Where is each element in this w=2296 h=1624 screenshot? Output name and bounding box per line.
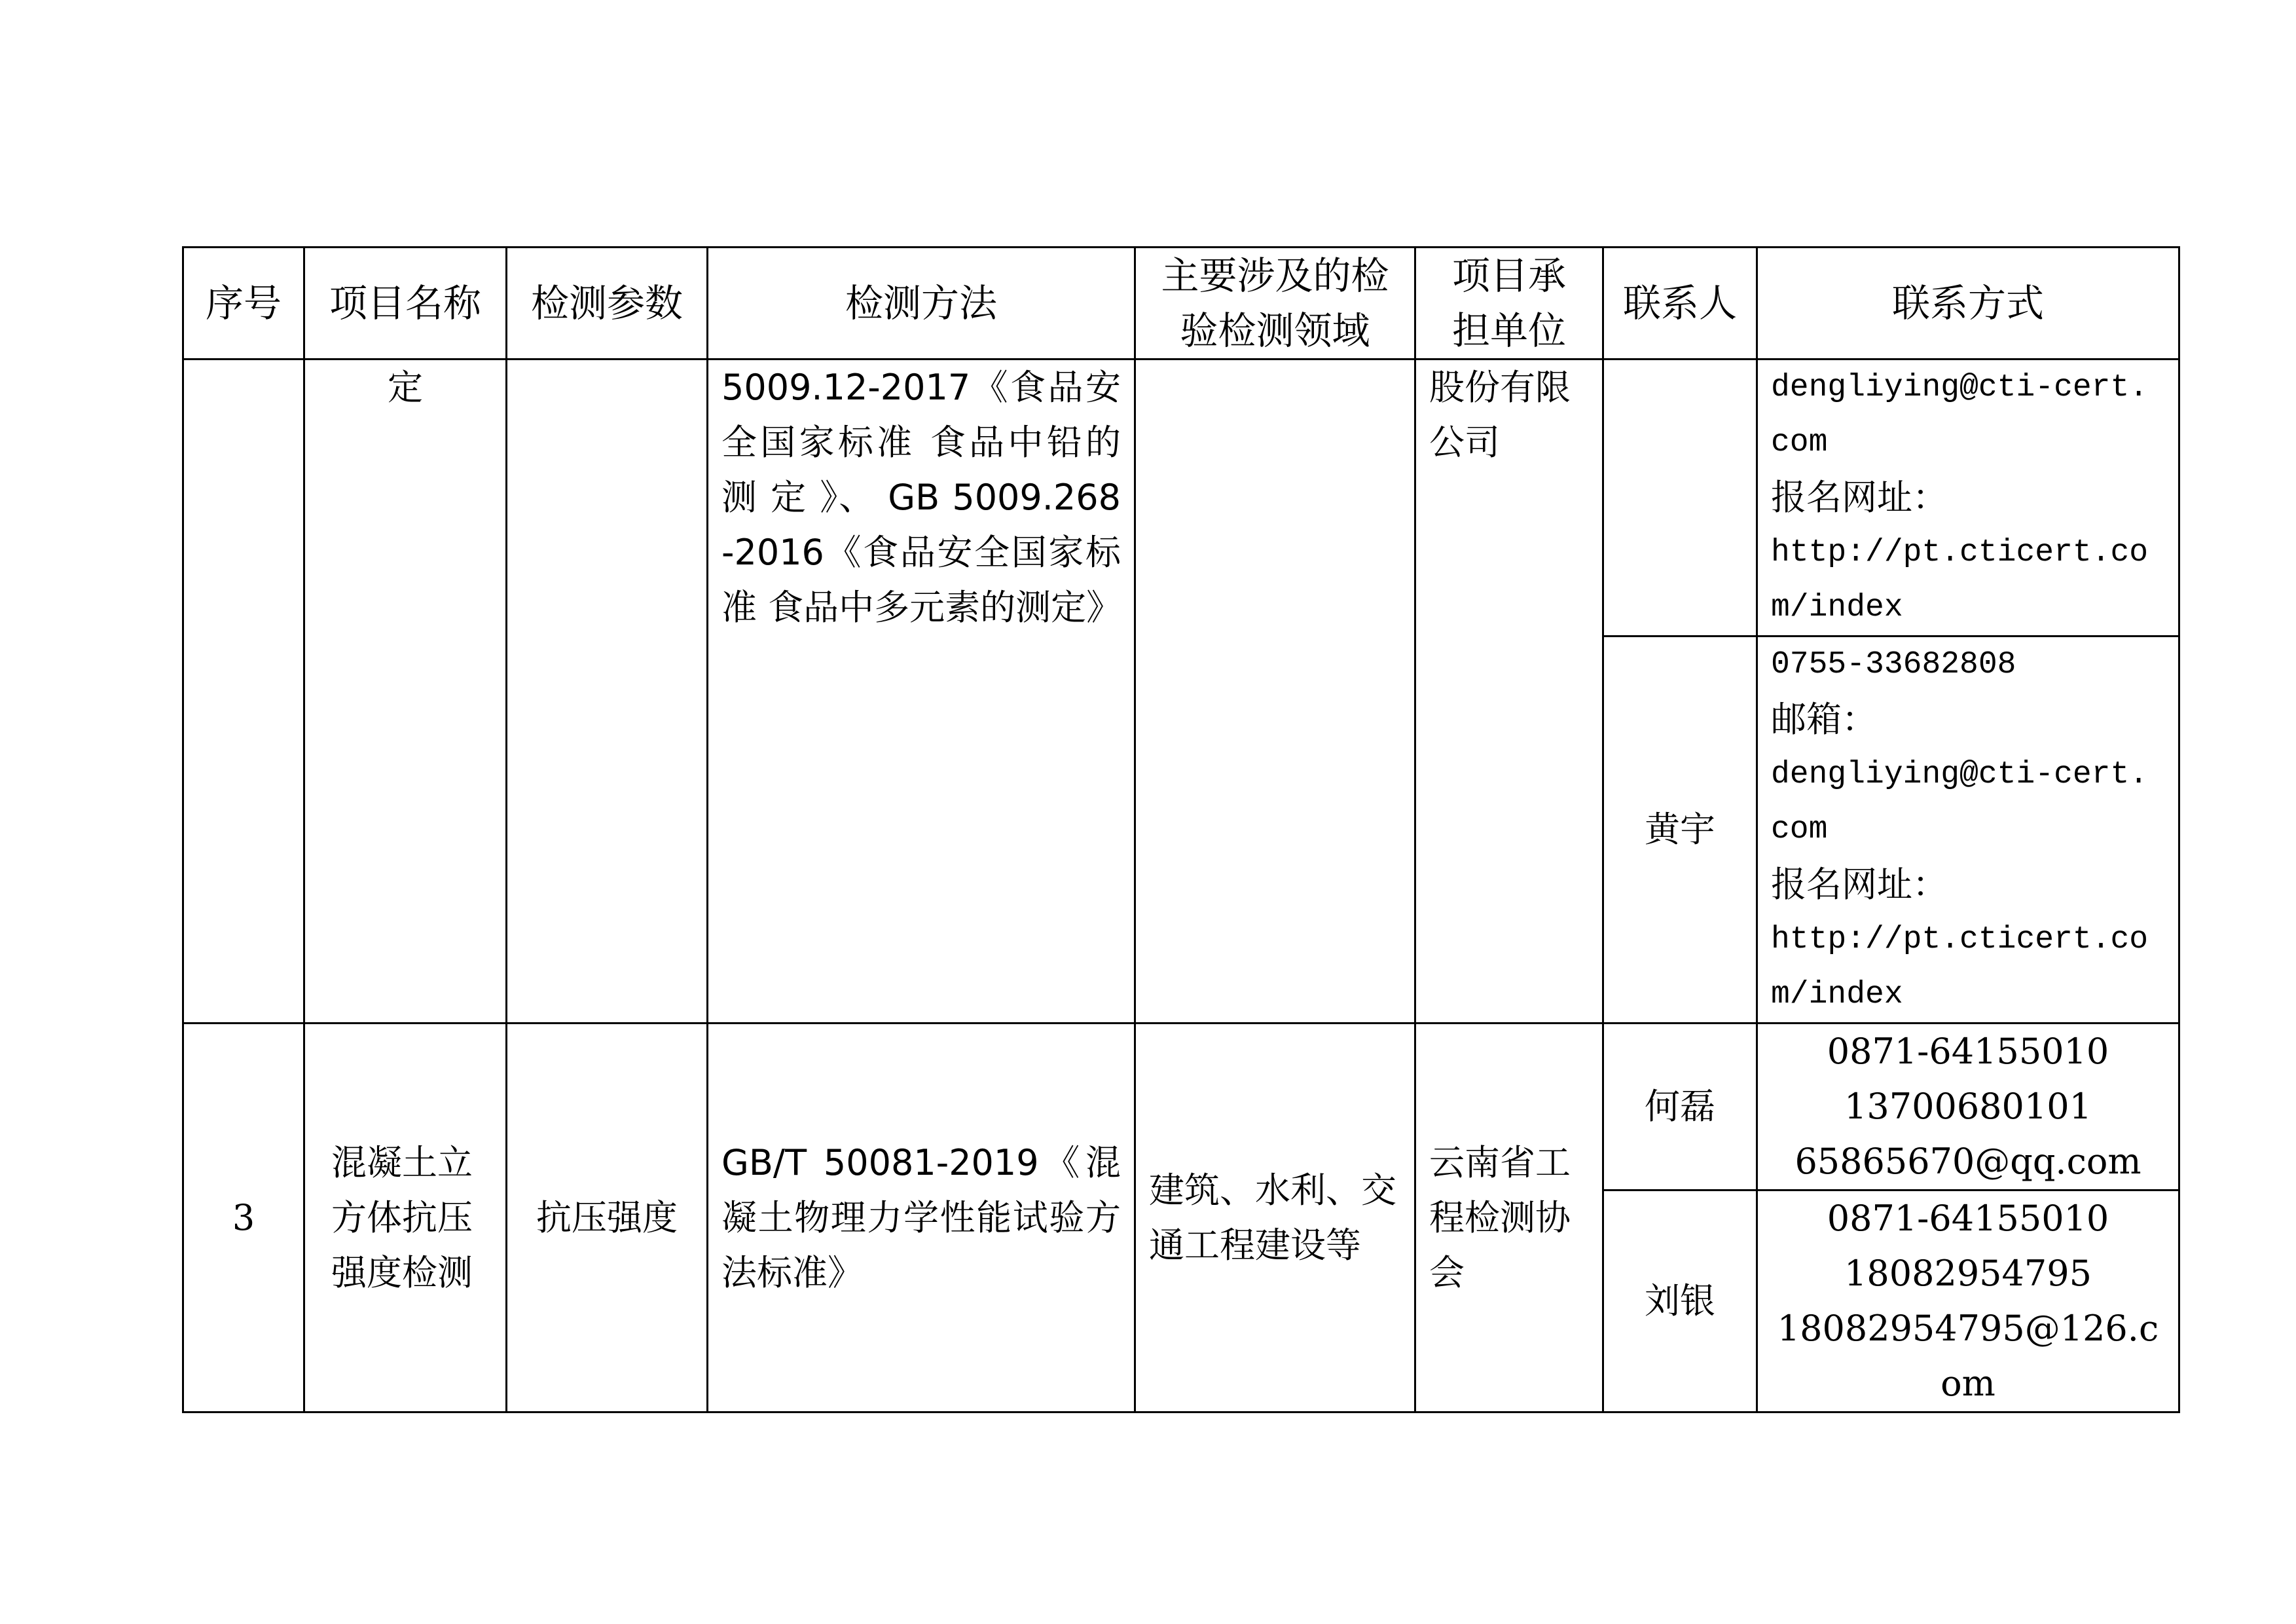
contact-label: 报名网址： <box>1771 864 1948 905</box>
cell-field: 建筑、水利、交通工程建设等 <box>1135 1024 1415 1412</box>
contact-label: 报名网址： <box>1771 477 1948 518</box>
contact-email[interactable]: 65865670@qq.com <box>1795 1141 2141 1182</box>
header-contact-info: 联系方式 <box>1757 248 2179 360</box>
cell-unit: 股份有限公司 <box>1415 360 1603 1024</box>
header-name: 项目名称 <box>304 248 507 360</box>
cell-field <box>1135 360 1415 1024</box>
contact-phone: 0871-64155010 <box>1827 1031 2109 1072</box>
cell-contact-info <box>1757 1024 2179 1190</box>
cell-seq <box>183 360 304 1024</box>
contact-mobile: 18082954795 <box>1844 1253 2092 1294</box>
cell-project-name: 混凝土立方体抗压强度检测 <box>304 1024 507 1412</box>
contact-url[interactable]: http://pt.cticert.com/index <box>1771 535 2149 625</box>
cell-contact-info <box>1757 637 2179 1024</box>
document-table <box>182 246 2180 1413</box>
table-row <box>183 1024 2179 1190</box>
cell-seq: 3 <box>183 1024 304 1412</box>
cell-params: 抗压强度 <box>507 1024 708 1412</box>
contact-phone: 0871-64155010 <box>1827 1198 2109 1239</box>
contact-url[interactable]: http://pt.cticert.com/index <box>1771 922 2149 1012</box>
cell-contact-name: 刘银 <box>1603 1190 1757 1412</box>
contact-label: 邮箱： <box>1771 699 1877 740</box>
cell-params <box>507 360 708 1024</box>
contact-email[interactable]: dengliying@cti-cert.com <box>1771 757 2149 847</box>
header-seq: 序号 <box>183 248 304 360</box>
cell-contact-info <box>1757 1190 2179 1412</box>
header-method: 检测方法 <box>708 248 1135 360</box>
contact-mobile: 13700680101 <box>1844 1086 2092 1127</box>
header-row <box>183 248 2179 360</box>
cell-method: 5009.12-2017《食品安全国家标准 食品中铅的 测 定 》、 GB 5009.268-2016《食品安全国家标准 食品中多元素的测定》 <box>708 360 1135 1024</box>
header-unit: 项目承担单位 <box>1415 248 1603 360</box>
header-params: 检测参数 <box>507 248 708 360</box>
table-row <box>183 360 2179 637</box>
cell-contact-name: 黄宇 <box>1603 637 1757 1024</box>
contact-phone: 0755-33682808 <box>1771 647 2016 682</box>
cell-contact-info <box>1757 360 2179 637</box>
cell-contact-name: 何磊 <box>1603 1024 1757 1190</box>
header-contact: 联系人 <box>1603 248 1757 360</box>
cell-method: GB/T 50081-2019《混凝土物理力学性能试验方法标准》 <box>708 1024 1135 1412</box>
cell-unit: 云南省工程检测协会 <box>1415 1024 1603 1412</box>
header-field: 主要涉及的检验检测领域 <box>1135 248 1415 360</box>
cell-project-name: 定 <box>304 360 507 1024</box>
contact-email[interactable]: 18082954795@126.com <box>1777 1308 2159 1404</box>
cell-contact-name <box>1603 360 1757 637</box>
contact-email[interactable]: dengliying@cti-cert.com <box>1771 370 2149 460</box>
